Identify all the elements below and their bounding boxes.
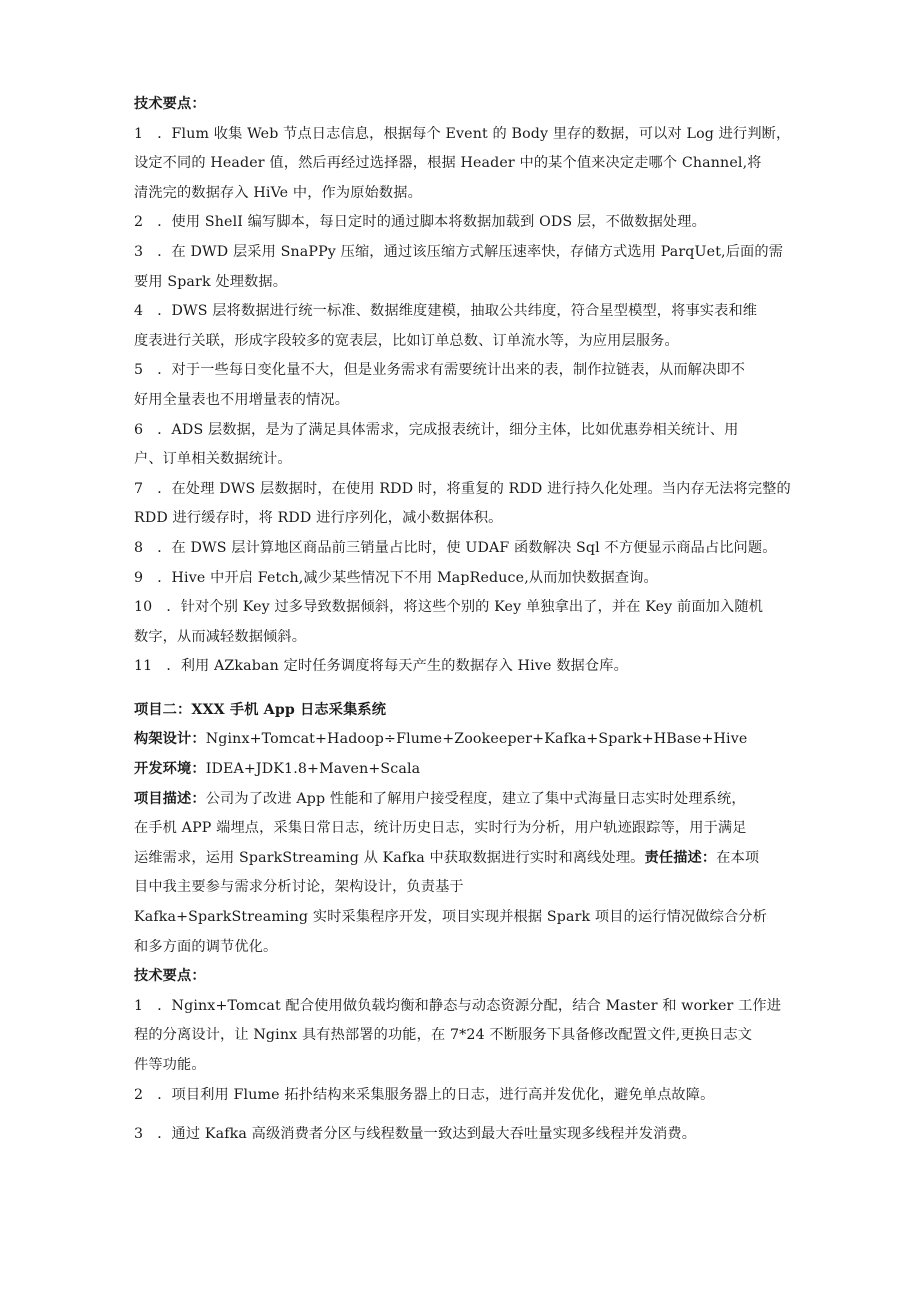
responsibility-line-2: 目中我主要参与需求分析讨论，架构设计，负责基于 — [134, 879, 464, 896]
list-item-number: 2 — [134, 214, 144, 231]
section-heading: 技术要点： — [134, 96, 206, 112]
description-line-1: 公司为了改进 App 性能和了解用户接受程度，建立了集中式海量日志实时处理系统， — [205, 790, 746, 807]
list-item-text: ．DWS 层将数据进行统一标准、数据维度建模，抽取公共纬度，符合星型模型，将事实表和维 — [157, 303, 758, 320]
list-item-continuation: 数字，从而减轻数据倾斜。 — [134, 628, 307, 645]
list-item — [134, 992, 786, 1022]
responsibility-line-1: 在本项 — [716, 849, 760, 866]
description-line-2: 在手机 APP 端埋点，采集日常日志，统计历史日志，实时行为分析，用户轨迹跟踪等，用于满足 — [134, 820, 747, 837]
list-item-number: 10 — [134, 599, 153, 616]
section-heading: 技术要点： — [134, 968, 206, 985]
responsibility-line-3: Kafka+SparkStreaming 实时采集程序开发，项目实现并根据 Spark 项目的运行情况做综合分析 — [134, 909, 767, 926]
list-item-text: ．使用 ShelI 编写脚本，每日定时的通过脚本将数据加载到 ODS 层，不做数据处理。 — [157, 214, 706, 231]
list-item — [134, 208, 786, 238]
list-item-text: ．对于一些每日变化量不大，但是业务需求有需要统计出来的表，制作拉链表，从而解决即不 — [157, 362, 746, 379]
architecture-value: Nginx+Tomcat+Hadoop÷Flume+Zookeeper+Kafka+Spark+HBase+Hive — [205, 731, 748, 748]
list-item-continuation: 户、订单相关数据统计。 — [134, 451, 292, 468]
list-item-text: ．在处理 DWS 层数据时，在使用 RDD 时，将重复的 RDD 进行持久化处理。当内存无法将完整的 — [157, 480, 791, 497]
list-item-continuation: RDD 进行缓存时，将 RDD 进行序列化，减小数据体积。 — [134, 510, 503, 527]
list-item-text: ．针对个别 Key 过多导致数据倾斜，将这些个别的 Key 单独拿出了，并在 Key 前面加入随机 — [166, 599, 764, 616]
responsibility-label: 责任描述： — [644, 849, 717, 866]
list-item — [134, 356, 786, 386]
list-item-text: ．在 DWD 层采用 SnaPPy 压缩，通过该压缩方式解压速率快，存储方式选用 ParqUet,后面的需 — [157, 243, 784, 260]
list-item — [134, 1120, 786, 1150]
environment-label: 开发环境： — [134, 761, 206, 778]
list-item-text: ．在 DWS 层计算地区商品前三销量占比时，使 UDAF 函数解决 Sql 不方便显示商品占比问题。 — [157, 539, 777, 556]
environment-row — [134, 755, 786, 785]
list-item-number: 7 — [134, 480, 144, 497]
list-item — [134, 564, 786, 594]
list-item-text: ．利用 AZkaban 定时任务调度将每天产生的数据存入 Hive 数据仓库。 — [166, 658, 628, 675]
list-item-number: 11 — [134, 658, 153, 675]
list-item-number: 5 — [134, 362, 144, 379]
list-item — [134, 297, 786, 327]
list-item-text: ．通过 Kafka 高级消费者分区与线程数量一致达到最大吞吐量实现多线程并发消费。 — [157, 1126, 697, 1143]
environment-value: IDEA+JDK1.8+Maven+Scala — [205, 761, 421, 778]
responsibility-line-4: 和多方面的调节优化。 — [134, 938, 278, 955]
list-item-text: ．Flum 收集 Web 节点日志信息，根据每个 Event 的 Body 里存的数据，可以对 Log 进行判断， — [157, 125, 791, 142]
list-item-number: 8 — [134, 539, 144, 556]
list-item-number: 3 — [134, 243, 144, 260]
list-item-number: 9 — [134, 569, 144, 586]
project-title-name: XXX 手机 App 日志采集系统 — [191, 701, 387, 718]
list-item-continuation: 要用 Spark 处理数据。 — [134, 273, 288, 290]
description-label: 项目描述： — [134, 790, 206, 807]
list-item — [134, 652, 786, 682]
list-item-text: ．Hive 中开启 Fetch,减少某些情况下不用 MapReduce,从而加快数据查询。 — [157, 569, 658, 586]
list-item-number: 4 — [134, 303, 144, 320]
architecture-row — [134, 725, 786, 755]
list-item-text: ．项目利用 Flume 拓扑结构来采集服务器上的日志，进行高并发优化，避免单点故障。 — [157, 1086, 715, 1103]
project-title — [134, 696, 786, 726]
list-item-continuation: 件等功能。 — [134, 1057, 206, 1073]
list-item — [134, 120, 791, 150]
list-item-number: 3 — [134, 1126, 144, 1143]
list-item — [134, 475, 791, 505]
list-item — [134, 416, 786, 446]
list-item-continuation: 清洗完的数据存入 HiVe 中，作为原始数据。 — [134, 184, 422, 201]
list-item-number: 1 — [134, 997, 144, 1014]
project-description — [134, 785, 786, 963]
architecture-label: 构架设计： — [134, 731, 206, 748]
description-line-3: 运维需求，运用 SparkStreaming 从 Kafka 中获取数据进行实时和离线处理。 — [134, 849, 645, 866]
list-item-text: ．Nginx+Tomcat 配合使用做负载均衡和静态与动态资源分配，结合 Master 和 worker 工作进 — [157, 997, 782, 1014]
list-item-number: 6 — [134, 421, 144, 438]
list-item-continuation: 好用全量表也不用增量表的情况。 — [134, 391, 350, 408]
list-item-number: 2 — [134, 1086, 144, 1103]
list-item-number: 1 — [134, 125, 144, 142]
list-item — [134, 238, 786, 268]
tech-point-list — [134, 120, 791, 682]
list-item — [134, 534, 786, 564]
list-item-continuation: 设定不同的 Header 值，然后再经过选择器，根据 Header 中的某个值来决定走哪个 Channel,将 — [134, 155, 762, 172]
list-item — [134, 1081, 786, 1111]
tech-point-list — [134, 992, 786, 1150]
list-item — [134, 593, 786, 623]
project-title-prefix: 项目二： — [134, 701, 192, 718]
list-item-text: ．ADS 层数据，是为了满足具体需求，完成报表统计，细分主体，比如优惠券相关统计、用 — [157, 421, 739, 438]
document-content — [134, 90, 791, 1150]
list-item-continuation: 程的分离设计，让 Nginx 具有热部署的功能，在 7*24 不断服务下具备修改配置文件,更换日志文 — [134, 1027, 753, 1044]
list-item-continuation: 度表进行关联，形成字段较多的宽表层，比如订单总数、订单流水等，为应用层服务。 — [134, 332, 679, 349]
